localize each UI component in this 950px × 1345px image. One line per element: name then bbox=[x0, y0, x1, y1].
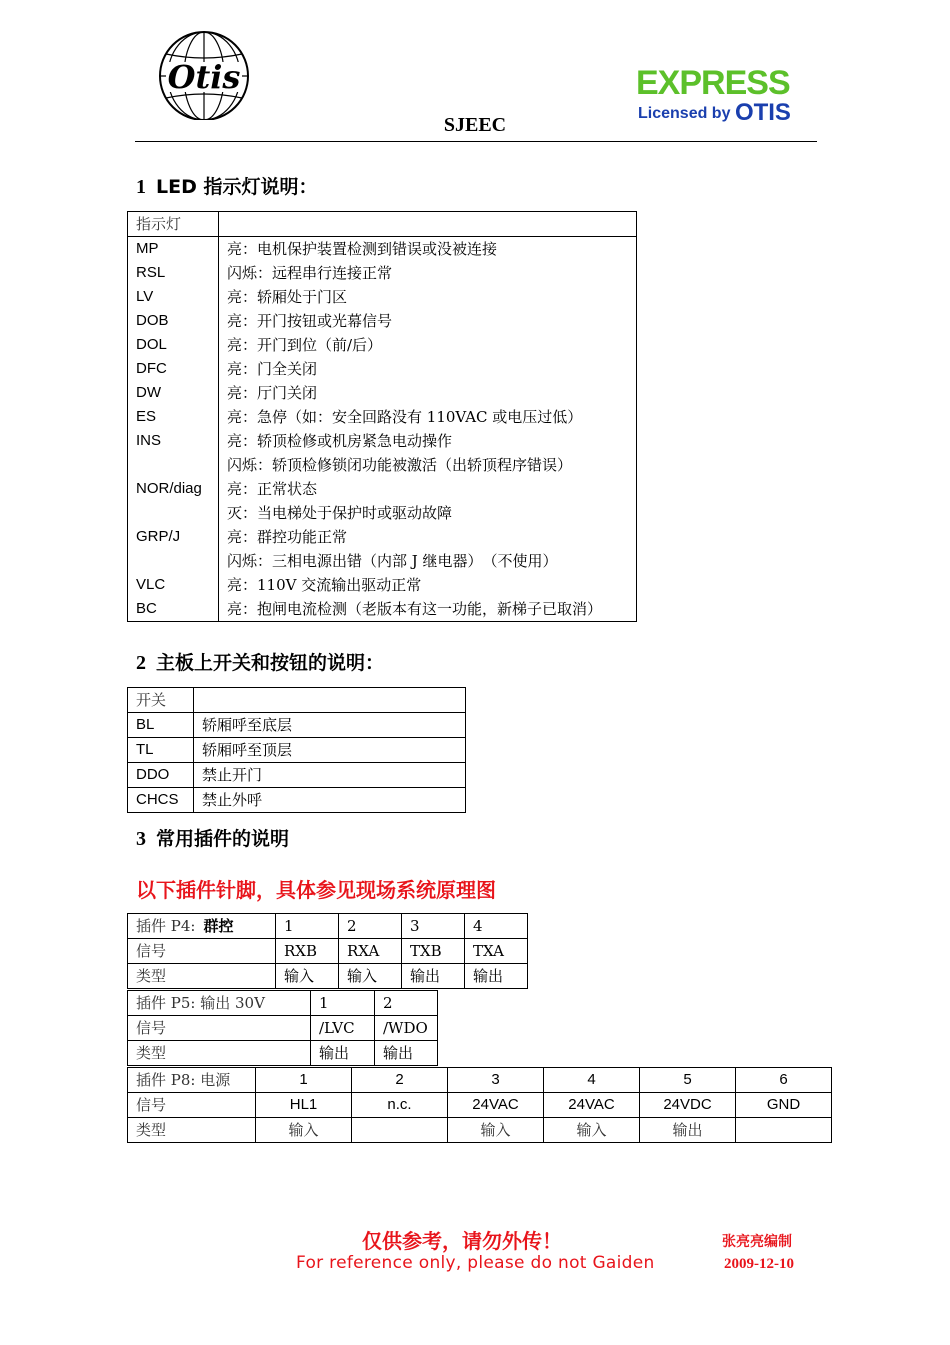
led-description: 闪烁：三相电源出错（内部 J 继电器） （不使用） bbox=[219, 549, 637, 573]
led-key: NOR/diag bbox=[128, 477, 219, 501]
led-row bbox=[128, 501, 637, 525]
led-key bbox=[128, 453, 219, 477]
switch-description: 禁止开门 bbox=[194, 763, 466, 788]
section3-title: 常用插件的说明 bbox=[156, 828, 290, 850]
p5-type: 输出 bbox=[375, 1041, 438, 1066]
licensed-by-otis bbox=[638, 99, 791, 126]
led-key: DOL bbox=[128, 333, 219, 357]
p5-type-label: 类型 bbox=[128, 1041, 311, 1066]
led-key bbox=[128, 549, 219, 573]
p8-signal: n.c. bbox=[352, 1093, 448, 1118]
logo-wordmark: Otis bbox=[167, 58, 241, 96]
p4-type-row bbox=[128, 964, 528, 989]
section1-heading bbox=[136, 172, 317, 199]
p5-type: 输出 bbox=[311, 1041, 375, 1066]
switch-table bbox=[127, 687, 466, 813]
switch-header-empty bbox=[194, 688, 466, 713]
led-description: 亮：开门按钮或光幕信号 bbox=[219, 309, 637, 333]
led-description: 灭：当电梯处于保护时或驱动故障 bbox=[219, 501, 637, 525]
led-key: RSL bbox=[128, 261, 219, 285]
p8-type: 输出 bbox=[640, 1118, 736, 1143]
led-table bbox=[127, 211, 637, 622]
p5-pin: 1 bbox=[311, 991, 375, 1016]
led-key: DW bbox=[128, 381, 219, 405]
section2-title: 主板上开关和按钮的说明： bbox=[156, 652, 385, 674]
p4-signal-row bbox=[128, 939, 528, 964]
p4-pin: 1 bbox=[276, 914, 339, 939]
led-row bbox=[128, 573, 637, 597]
p4-label-prefix: 插件 P4: bbox=[136, 917, 196, 935]
switch-description: 禁止外呼 bbox=[194, 788, 466, 813]
p8-signal-label: 信号 bbox=[128, 1093, 256, 1118]
switch-row bbox=[128, 713, 466, 738]
led-row bbox=[128, 285, 637, 309]
p8-signal: 24VAC bbox=[544, 1093, 640, 1118]
led-key: DOB bbox=[128, 309, 219, 333]
p4-label bbox=[128, 914, 276, 939]
led-description: 亮：正常状态 bbox=[219, 477, 637, 501]
led-description: 亮：开门到位（前/后） bbox=[219, 333, 637, 357]
otis-logo bbox=[152, 30, 256, 120]
p8-label: 插件 P8: 电源 bbox=[128, 1068, 256, 1093]
p8-type-row bbox=[128, 1118, 832, 1143]
p4-pin: 2 bbox=[339, 914, 402, 939]
header-divider bbox=[135, 141, 817, 142]
led-row bbox=[128, 429, 637, 453]
p4-type: 输出 bbox=[465, 964, 528, 989]
led-table-header-row bbox=[128, 212, 637, 237]
footer-warning-en: For reference only, please do not Gaiden bbox=[296, 1253, 655, 1273]
p4-signal: TXB bbox=[402, 939, 465, 964]
footer-date: 2009-12-10 bbox=[724, 1256, 794, 1272]
switch-row bbox=[128, 738, 466, 763]
express-brand: EXPRESS bbox=[636, 64, 790, 102]
plug-note: 以下插件针脚，具体参见现场系统原理图 bbox=[136, 878, 496, 902]
led-row bbox=[128, 405, 637, 429]
footer-warning-cn: 仅供参考，请勿外传！ bbox=[362, 1229, 562, 1253]
p8-signal: GND bbox=[736, 1093, 832, 1118]
p4-type-label: 类型 bbox=[128, 964, 276, 989]
led-row bbox=[128, 357, 637, 381]
p5-signal-row bbox=[128, 1016, 438, 1041]
licensed-by-text: Licensed by bbox=[638, 105, 731, 122]
section1-title: LED 指示灯说明： bbox=[156, 176, 318, 198]
led-key: BC bbox=[128, 597, 219, 622]
section3-number: 3 bbox=[136, 828, 146, 850]
led-description: 亮：群控功能正常 bbox=[219, 525, 637, 549]
p8-type bbox=[352, 1118, 448, 1143]
led-row bbox=[128, 477, 637, 501]
p8-pin: 1 bbox=[256, 1068, 352, 1093]
switch-description: 轿厢呼至顶层 bbox=[194, 738, 466, 763]
led-row bbox=[128, 453, 637, 477]
led-row bbox=[128, 549, 637, 573]
led-key bbox=[128, 501, 219, 525]
p5-type-row bbox=[128, 1041, 438, 1066]
led-key: LV bbox=[128, 285, 219, 309]
led-description: 闪烁：轿顶检修锁闭功能被激活（出轿顶程序错误） bbox=[219, 453, 637, 477]
p4-signal: RXB bbox=[276, 939, 339, 964]
switch-key: BL bbox=[128, 713, 194, 738]
switch-key: DDO bbox=[128, 763, 194, 788]
led-description: 亮：急停（如：安全回路没有 110VAC 或电压过低） bbox=[219, 405, 637, 429]
led-row bbox=[128, 525, 637, 549]
led-description: 亮：厅门关闭 bbox=[219, 381, 637, 405]
led-key: INS bbox=[128, 429, 219, 453]
switch-key: TL bbox=[128, 738, 194, 763]
led-header-label: 指示灯 bbox=[128, 212, 219, 237]
switch-row bbox=[128, 763, 466, 788]
section2-heading bbox=[136, 648, 384, 675]
section2-number: 2 bbox=[136, 652, 146, 674]
led-key: DFC bbox=[128, 357, 219, 381]
p8-type: 输入 bbox=[544, 1118, 640, 1143]
led-header-empty bbox=[219, 212, 637, 237]
led-key: ES bbox=[128, 405, 219, 429]
p4-type: 输入 bbox=[276, 964, 339, 989]
switch-description: 轿厢呼至底层 bbox=[194, 713, 466, 738]
led-description: 亮：抱闸电流检测（老版本有这一功能，新梯子已取消） bbox=[219, 597, 637, 622]
licensed-otis-word: OTIS bbox=[734, 99, 791, 126]
p5-pin-row bbox=[128, 991, 438, 1016]
p8-signal: HL1 bbox=[256, 1093, 352, 1118]
header-title: SJEEC bbox=[443, 114, 507, 136]
led-description: 亮：轿顶检修或机房紧急电动操作 bbox=[219, 429, 637, 453]
led-row bbox=[128, 597, 637, 622]
p4-pin: 3 bbox=[402, 914, 465, 939]
p4-table bbox=[127, 913, 528, 989]
p4-signal: TXA bbox=[465, 939, 528, 964]
footer-author: 张亮亮编制 bbox=[722, 1234, 792, 1250]
p8-signal: 24VAC bbox=[448, 1093, 544, 1118]
led-key: MP bbox=[128, 237, 219, 262]
led-description: 亮：门全关闭 bbox=[219, 357, 637, 381]
p4-signal: RXA bbox=[339, 939, 402, 964]
led-description: 亮：110V 交流输出驱动正常 bbox=[219, 573, 637, 597]
p5-signal: /LVC bbox=[311, 1016, 375, 1041]
led-row bbox=[128, 237, 637, 262]
p5-table bbox=[127, 990, 438, 1066]
p8-type: 输入 bbox=[256, 1118, 352, 1143]
p8-type bbox=[736, 1118, 832, 1143]
led-row bbox=[128, 333, 637, 357]
p5-label: 插件 P5: 输出 30V bbox=[128, 991, 311, 1016]
p8-pin: 5 bbox=[640, 1068, 736, 1093]
switch-table-header-row bbox=[128, 688, 466, 713]
p8-pin-row bbox=[128, 1068, 832, 1093]
p4-type: 输出 bbox=[402, 964, 465, 989]
switch-header-label: 开关 bbox=[128, 688, 194, 713]
p5-pin: 2 bbox=[375, 991, 438, 1016]
p8-type-label: 类型 bbox=[128, 1118, 256, 1143]
p8-pin: 4 bbox=[544, 1068, 640, 1093]
switch-key: CHCS bbox=[128, 788, 194, 813]
p4-pin: 4 bbox=[465, 914, 528, 939]
led-key: VLC bbox=[128, 573, 219, 597]
led-description: 亮：轿厢处于门区 bbox=[219, 285, 637, 309]
p8-pin: 6 bbox=[736, 1068, 832, 1093]
led-row bbox=[128, 381, 637, 405]
switch-row bbox=[128, 788, 466, 813]
p4-signal-label: 信号 bbox=[128, 939, 276, 964]
section3-heading bbox=[136, 824, 289, 851]
led-row bbox=[128, 309, 637, 333]
led-row bbox=[128, 261, 637, 285]
p4-label-bold: 群控 bbox=[203, 917, 234, 935]
p5-signal: /WDO bbox=[375, 1016, 438, 1041]
p8-table bbox=[127, 1067, 832, 1143]
p5-signal-label: 信号 bbox=[128, 1016, 311, 1041]
p4-pin-row bbox=[128, 914, 528, 939]
led-description: 亮：电机保护装置检测到错误或没被连接 bbox=[219, 237, 637, 262]
p8-signal-row bbox=[128, 1093, 832, 1118]
p8-type: 输入 bbox=[448, 1118, 544, 1143]
p8-pin: 2 bbox=[352, 1068, 448, 1093]
led-key: GRP/J bbox=[128, 525, 219, 549]
p8-pin: 3 bbox=[448, 1068, 544, 1093]
p4-type: 输入 bbox=[339, 964, 402, 989]
p8-signal: 24VDC bbox=[640, 1093, 736, 1118]
section1-number: 1 bbox=[136, 176, 146, 198]
led-description: 闪烁：远程串行连接正常 bbox=[219, 261, 637, 285]
